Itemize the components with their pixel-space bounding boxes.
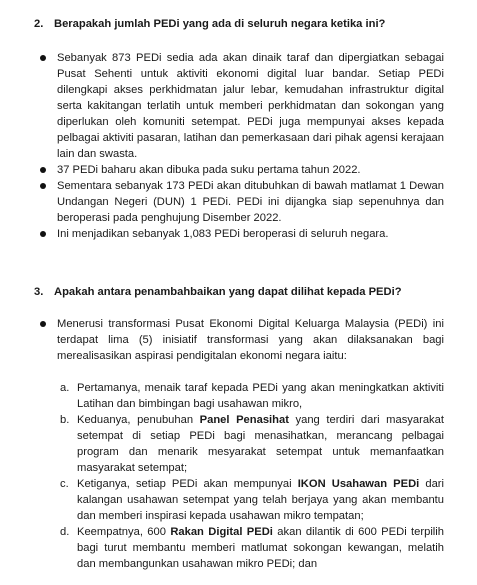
list-item-letter: a.	[60, 382, 70, 394]
list-item-text-after: yang terdiri dari masyarakat setempat di setiap PEDi bagi menasihatkan, merancang pelbagai program dan menarik mesyarakat setempat untuk memanfaatkan masyarakat setempat;	[77, 414, 444, 474]
list-item-letter: c.	[60, 478, 69, 490]
bullet-dot-icon	[40, 55, 46, 61]
list-item	[60, 524, 444, 572]
list-item-bold-text: Panel Penasihat	[199, 414, 289, 426]
list-item-text-after: akan dilantik di 600 PEDi terpilih bagi turut membantu memberi matlumat sokongan kewangan, melatih dan membangunkan usahawan mikro PEDi; dan	[77, 526, 444, 570]
list-item-text: Keempatnya, 600	[77, 526, 171, 538]
list-item-letter: d.	[60, 526, 70, 538]
section-3-title: Apakah antara penambahbaikan yang dapat dilihat kepada PEDi?	[54, 286, 402, 298]
list-item-text: Pertamanya, menaik taraf kepada PEDi yang akan meningkatkan aktiviti Latihan dan bimbingan bagi usahawan mikro,	[77, 382, 444, 410]
section-3-bullet-list	[57, 316, 444, 364]
section-2-number: 2.	[34, 18, 44, 30]
section-2-bullet-list	[57, 50, 444, 242]
section-3-number: 3.	[34, 286, 44, 298]
section-2-title: Berapakah jumlah PEDi yang ada di seluruh negara ketika ini?	[54, 18, 386, 30]
section-3-lettered-list	[60, 380, 444, 572]
section-3-heading	[34, 284, 402, 300]
list-item-text: Keduanya, penubuhan	[77, 414, 200, 426]
bullet-text: Sebanyak 873 PEDi sedia ada akan dinaik taraf dan dipergiatkan sebagai Pusat Sehenti untuk aktiviti ekonomi digital luar bandar. Setiap PEDi dilengkapi akses perkhidmatan jalur lebar, kemudahan infrastruktur digital serta kakitangan terlatih untuk memberi perkhidmatan dan sokongan yang diperlukan oleh komuniti setempat. PEDi juga mempunyai akses kepada pelbagai aktiviti pasaran, latihan dan pemerkasaan dari pihak agensi kerajaan lain dan swasta.	[57, 52, 444, 160]
list-item-text: Ketiganya, setiap PEDi akan mempunyai	[77, 478, 298, 490]
bullet-dot-icon	[40, 321, 46, 327]
bullet-item	[57, 50, 444, 162]
bullet-item	[57, 162, 444, 178]
bullet-item	[57, 316, 444, 364]
list-item-text-after: dari kalangan usahawan setempat yang telah berjaya yang akan membantu dan memberi inspirasi kepada usahawan mikro tempatan;	[77, 478, 444, 522]
bullet-dot-icon	[40, 183, 46, 189]
list-item	[60, 380, 444, 412]
bullet-item	[57, 178, 444, 226]
bullet-text: Sementara sebanyak 173 PEDi akan ditubuhkan di bawah matlamat 1 Dewan Undangan Negeri (DUN) 1 PEDi. PEDi ini dijangka siap sepenuhnya dan beroperasi pada penghujung Disember 2022.	[57, 180, 444, 224]
bullet-text: Ini menjadikan sebanyak 1,083 PEDi beroperasi di seluruh negara.	[57, 228, 389, 240]
list-item	[60, 412, 444, 476]
list-item-bold-text: IKON Usahawan PEDi	[297, 478, 420, 490]
bullet-text: 37 PEDi baharu akan dibuka pada suku pertama tahun 2022.	[57, 164, 361, 176]
section-2-heading	[34, 16, 385, 32]
bullet-dot-icon	[40, 231, 46, 237]
list-item-letter: b.	[60, 414, 70, 426]
bullet-dot-icon	[40, 167, 46, 173]
bullet-item	[57, 226, 444, 242]
list-item-bold-text: Rakan Digital PEDi	[170, 526, 273, 538]
list-item	[60, 476, 444, 524]
section-3-intro-text: Menerusi transformasi Pusat Ekonomi Digital Keluarga Malaysia (PEDi) ini terdapat lima (5) inisiatif transformasi yang akan dilaksanakan bagi merealisasikan aspirasi pendigitalan ekonomi negara iaitu:	[57, 318, 444, 362]
